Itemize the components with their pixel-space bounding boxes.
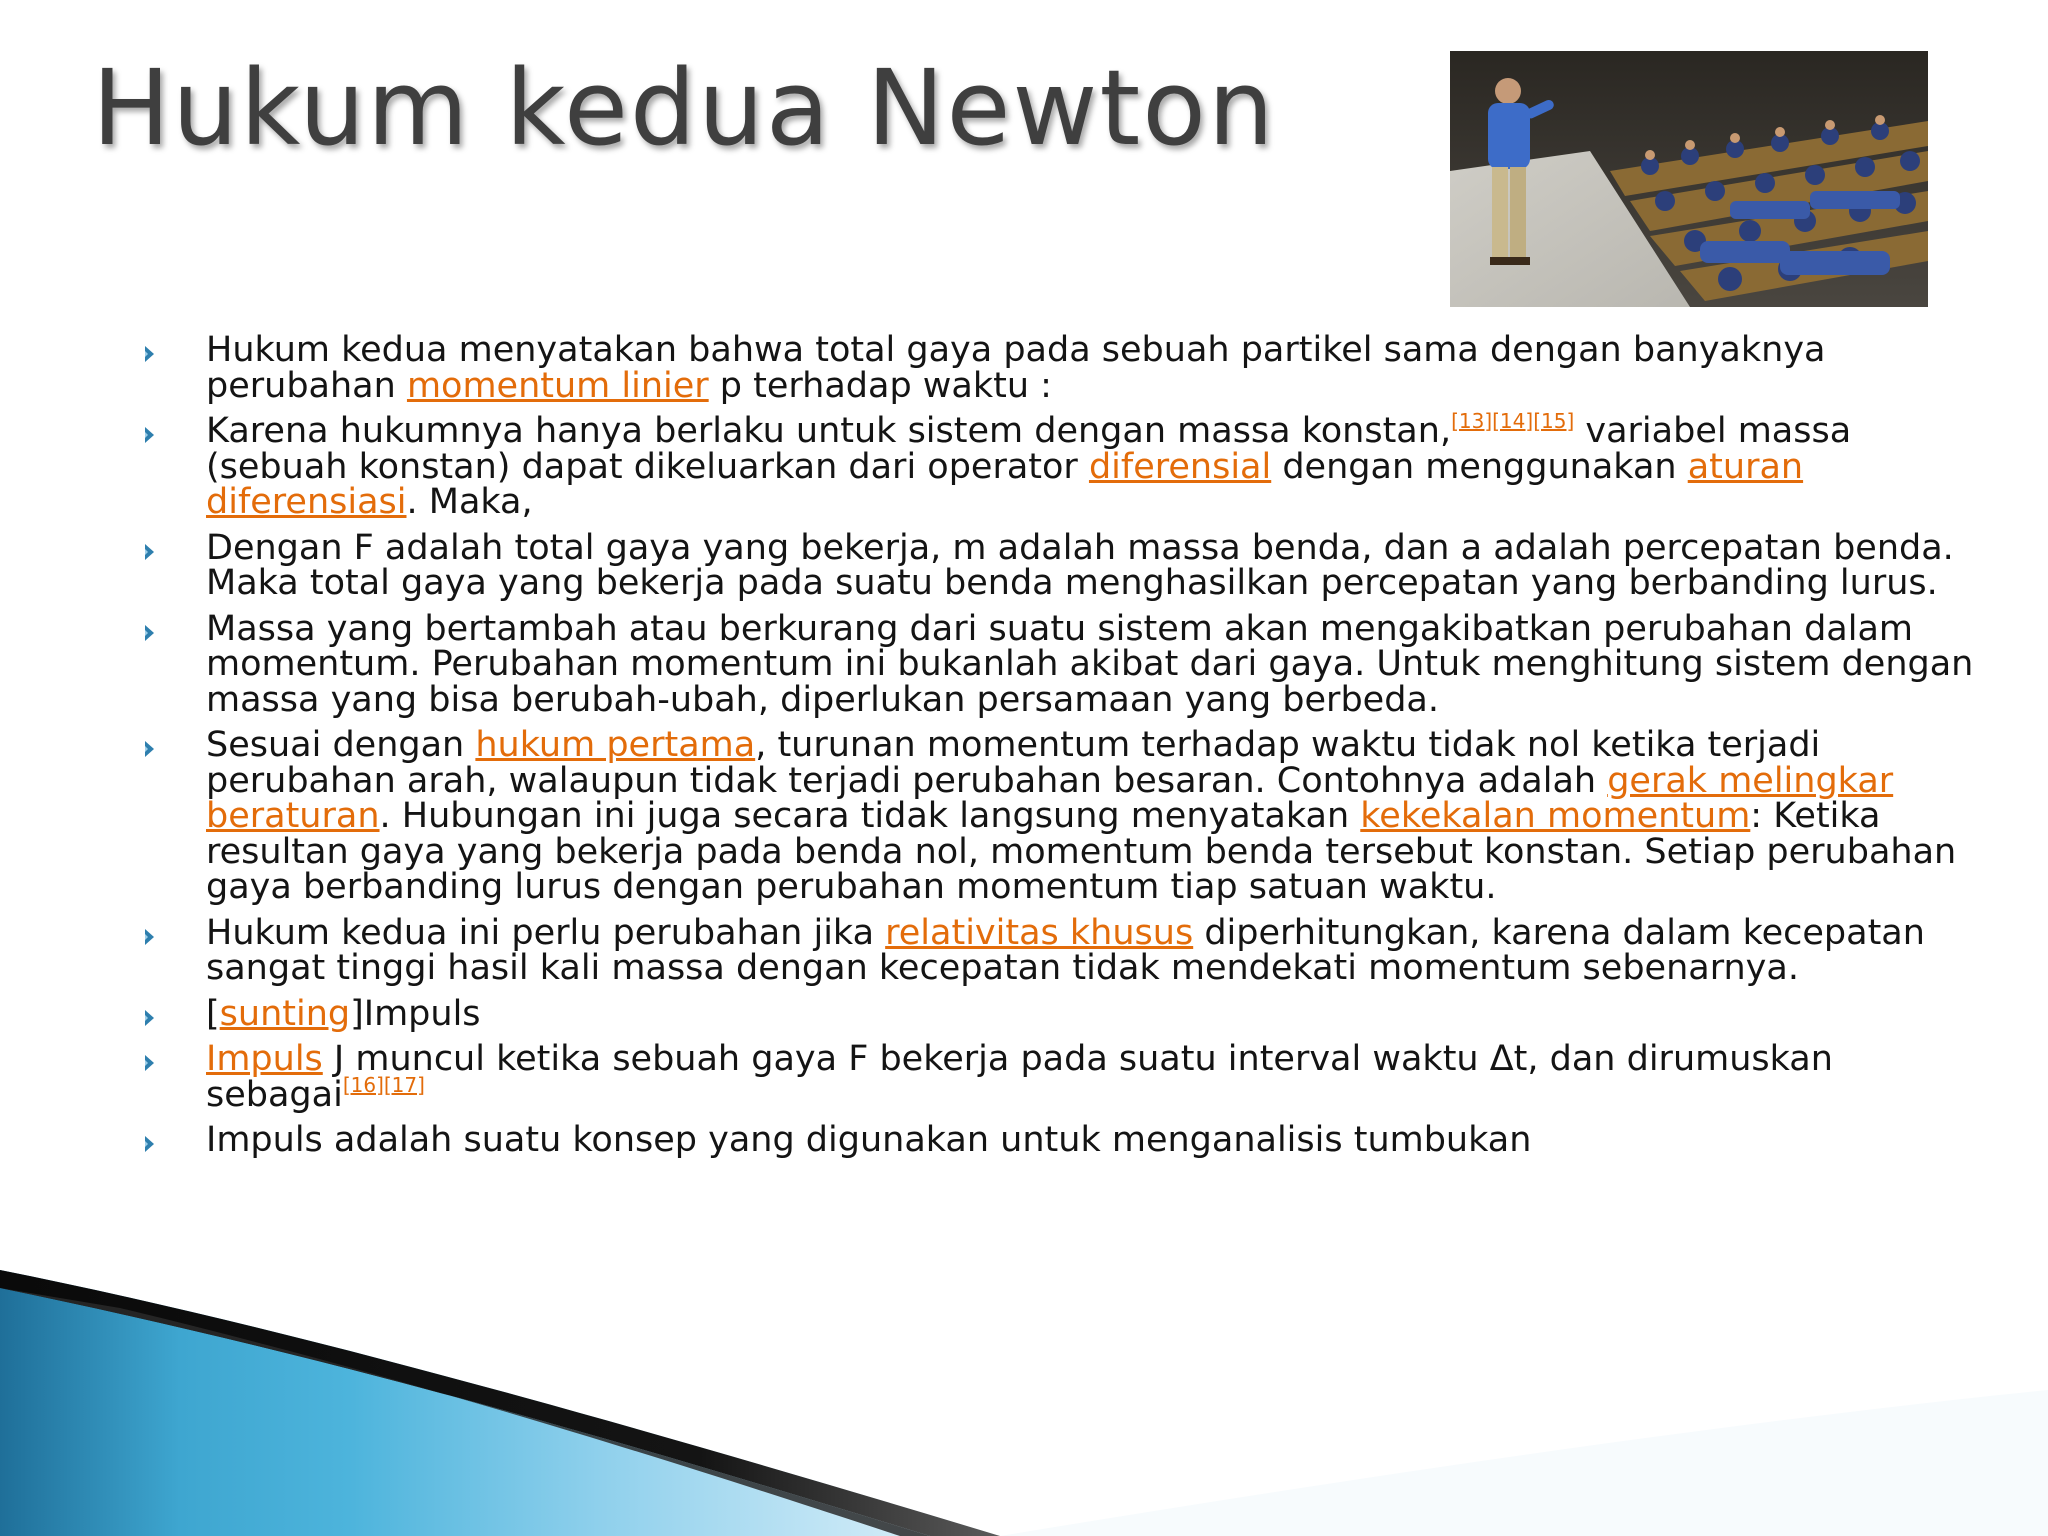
inline-link[interactable]: aturan diferensiasi [206, 446, 1804, 522]
bullet-text [206, 330, 1988, 406]
inline-link[interactable]: gerak melingkar beraturan [206, 760, 1894, 836]
citation [343, 1073, 425, 1097]
bullet-arrow-icon [145, 1055, 154, 1071]
text-run: Impuls adalah suatu konsep yang digunakan untuk menganalisis tumbukan [206, 1120, 1532, 1160]
text-run: Dengan F adalah total gaya yang bekerja, m adalah massa benda, dan a adalah percepatan benda. Maka total gaya yang bekerja pada suatu benda menghasilkan percepatan yang berbanding lurus. [206, 527, 1954, 603]
bullet-arrow-icon [145, 427, 154, 443]
list-item [0, 1039, 2048, 1115]
citation-link[interactable]: [16][17] [342, 1072, 425, 1097]
slide-title: Hukum kedua Newton [92, 47, 1276, 169]
text-run: Sesuai dengan [206, 725, 476, 765]
list-item [0, 1120, 2048, 1160]
list-item [0, 993, 2048, 1034]
bullet-text [206, 993, 1988, 1034]
bullet-text [206, 1039, 1988, 1115]
text-run: . Hubungan ini juga secara tidak langsung menyatakan [379, 796, 1361, 836]
citation [1451, 409, 1574, 433]
text-run: p terhadap waktu : [708, 365, 1052, 406]
bullet-arrow-icon [145, 741, 154, 757]
text-run: . Maka, [406, 482, 533, 522]
inline-link[interactable]: diferensial [1088, 446, 1272, 487]
bullet-text [206, 725, 1988, 907]
bullet-arrow-icon [145, 346, 154, 362]
bullet-arrow-icon [145, 625, 154, 641]
corner-swoosh-decoration [0, 1270, 2048, 1536]
text-run: variabel massa (sebuah konstan) dapat dikeluarkan dari operator [206, 411, 1852, 487]
list-item [0, 608, 2048, 720]
bullet-text [206, 527, 1988, 603]
text-run: J muncul ketika sebuah gaya F bekerja pada suatu interval waktu Δt, dan dirumuskan sebagai [206, 1039, 1833, 1115]
text-run: Hukum kedua ini perlu perubahan jika [206, 912, 886, 953]
bullet-arrow-icon [145, 1010, 154, 1026]
text-run: Hukum kedua menyatakan bahwa total gaya pada sebuah partikel sama dengan banyaknya perubahan [206, 330, 1826, 406]
bullet-text [206, 1120, 1988, 1160]
inline-link[interactable]: momentum linier [406, 365, 709, 406]
bullet-list [0, 330, 2048, 1169]
text-run: [ [206, 993, 220, 1034]
inline-link[interactable]: Impuls [206, 1039, 323, 1079]
inline-link[interactable]: relativitas khusus [885, 912, 1194, 953]
text-run: : Ketika resultan gaya yang bekerja pada benda nol, momentum benda tersebut konstan. Setiap perubahan gaya berbanding lurus dengan perubahan momentum tiap satuan waktu. [206, 796, 1957, 907]
list-item [0, 409, 2048, 522]
list-item [0, 527, 2048, 603]
bullet-arrow-icon [145, 1136, 154, 1152]
bullet-arrow-icon [145, 544, 154, 560]
citation-link[interactable]: [13][14][15] [1451, 409, 1575, 433]
text-run: Massa yang bertambah atau berkurang dari suatu sistem akan mengakibatkan perubahan dalam momentum. Perubahan momentum ini bukanlah akibat dari gaya. Untuk menghitung sistem dengan massa yang bisa berubah-ubah, diperlukan persamaan yang berbeda. [206, 608, 1974, 720]
inline-link[interactable]: hukum pertama [475, 725, 756, 765]
text-run: , turunan momentum terhadap waktu tidak nol ketika terjadi perubahan arah, walaupun tidak terjadi perubahan besaran. Contohnya adalah [206, 725, 1821, 801]
list-item [0, 330, 2048, 406]
inline-link[interactable]: kekekalan momentum [1360, 796, 1751, 836]
bullet-arrow-icon [145, 929, 154, 945]
text-run: dengan menggunakan [1271, 446, 1688, 487]
bullet-text [206, 409, 1988, 522]
list-item [0, 725, 2048, 907]
text-run: ]Impuls [350, 993, 481, 1034]
text-run: diperhitungkan, karena dalam kecepatan sangat tinggi hasil kali massa dengan kecepatan tidak mendekati momentum sebenarnya. [206, 912, 1925, 988]
text-run: Karena hukumnya hanya berlaku untuk sistem dengan massa konstan, [206, 411, 1452, 451]
lecture-photo [1450, 51, 1928, 307]
bullet-text [206, 912, 1988, 988]
inline-link[interactable]: sunting [219, 993, 351, 1034]
list-item [0, 912, 2048, 988]
bullet-text [206, 608, 1988, 720]
